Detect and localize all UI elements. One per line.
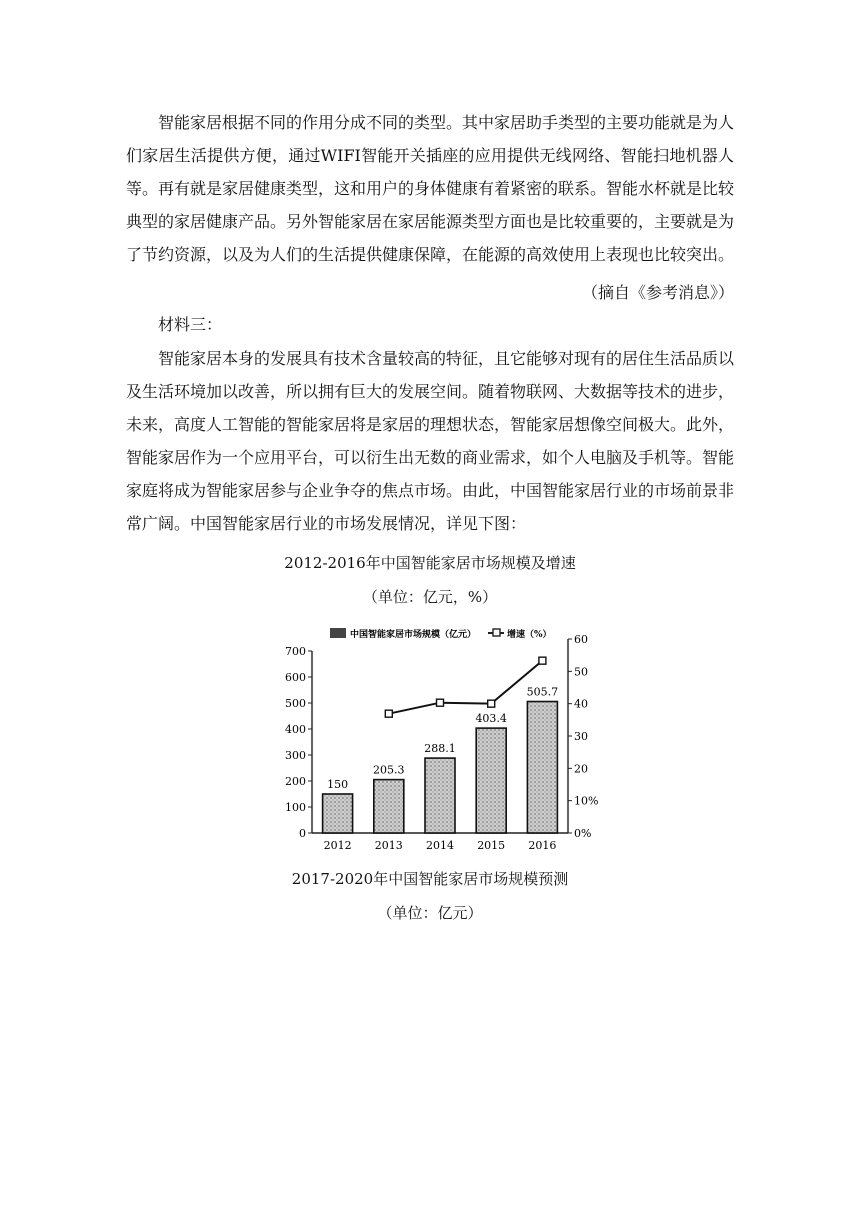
- x-tick-label: 2012: [323, 839, 352, 852]
- x-tick-label: 2013: [374, 839, 403, 852]
- left-tick-label: 200: [285, 775, 306, 788]
- market-chart-svg: [282, 625, 602, 860]
- bar-2012: [323, 794, 353, 833]
- x-tick-label: 2014: [426, 839, 454, 852]
- bar-value-label: 288.1: [424, 742, 456, 756]
- right-tick-label: 20: [574, 762, 588, 776]
- paragraph-market-outlook: 智能家居本身的发展具有技术含量较高的特征，且它能够对现有的居住生活品质以及生活环境加以改善，所以拥有巨大的发展空间。随着物联网、大数据等技术的进步，未来，高度人工智能的智能家居将是家居的理想状态，智能家居想像空间极大。此外，智能家居作为一个应用平台，可以衍生出无数的商业需求，如个人电脑及手机等。智能家庭将成为智能家居参与企业争夺的焦点市场。由此，中国智能家居行业的市场前景非常广阔。中国智能家居行业的市场发展情况，详见下图：: [126, 349, 735, 533]
- chart2-title: 2017-2020年中国智能家居市场规模预测: [291, 870, 569, 888]
- legend-line-marker: [493, 629, 500, 636]
- legend-bar-swatch: [330, 628, 346, 638]
- chart-legend: [330, 628, 552, 640]
- bar-value-label: 505.7: [526, 685, 559, 699]
- growth-point: [385, 710, 392, 717]
- bar-2013: [374, 780, 404, 833]
- x-tick-label: 2015: [477, 839, 506, 852]
- right-tick-label: 40: [574, 697, 588, 711]
- growth-rate-line: [389, 661, 543, 714]
- bar-2016: [527, 702, 557, 833]
- x-tick-label: 2016: [528, 839, 557, 852]
- growth-point: [539, 657, 546, 664]
- right-tick-label: 0%: [574, 827, 592, 840]
- bar-value-label: 205.3: [373, 763, 405, 777]
- paragraph-smart-home-types: 智能家居根据不同的作用分成不同的类型。其中家居助手类型的主要功能就是为人们家居生活提供方便，通过WIFI智能开关插座的应用提供无线网络、智能扫地机器人等。再有就是家居健康类型，这和用户的身体健康有着紧密的联系。智能水杯就是比较典型的家居健康产品。另外智能家居在家居能源类型方面也是比较重要的，主要就是为了节约资源，以及为人们的生活提供健康保障，在能源的高效使用上表现也比较突出。: [126, 113, 735, 264]
- bar-value-label: 150: [327, 778, 349, 791]
- chart1-title: 2012-2016年中国智能家居市场规模及增速: [284, 554, 576, 572]
- right-tick-label: 50: [574, 665, 588, 679]
- chart2-unit: （单位：亿元）: [377, 904, 483, 922]
- left-tick-label: 600: [285, 671, 306, 684]
- bar-2015: [476, 728, 506, 833]
- left-tick-label: 500: [285, 697, 306, 710]
- right-tick-label: 10%: [574, 794, 599, 808]
- left-tick-label: 0: [299, 827, 306, 840]
- growth-point: [488, 700, 495, 707]
- growth-point: [437, 699, 444, 706]
- chart1-unit: （单位：亿元，%）: [362, 588, 498, 606]
- bar-value-label: 403.4: [475, 712, 507, 726]
- bar-2014: [425, 758, 455, 833]
- right-tick-label: 30: [574, 730, 588, 743]
- left-tick-label: 700: [285, 645, 306, 658]
- source-citation: （摘自《参考消息》）: [581, 283, 734, 302]
- left-tick-label: 100: [285, 801, 306, 814]
- material-three-label: 材料三：: [158, 315, 223, 334]
- right-tick-label: 60: [574, 633, 588, 646]
- left-tick-label: 300: [285, 749, 306, 762]
- legend-bar-label: 中国智能家居市场规模（亿元）: [350, 630, 477, 640]
- left-tick-label: 400: [285, 723, 306, 736]
- legend-line-label: 增速（%）: [507, 630, 552, 640]
- market-chart: [282, 625, 602, 860]
